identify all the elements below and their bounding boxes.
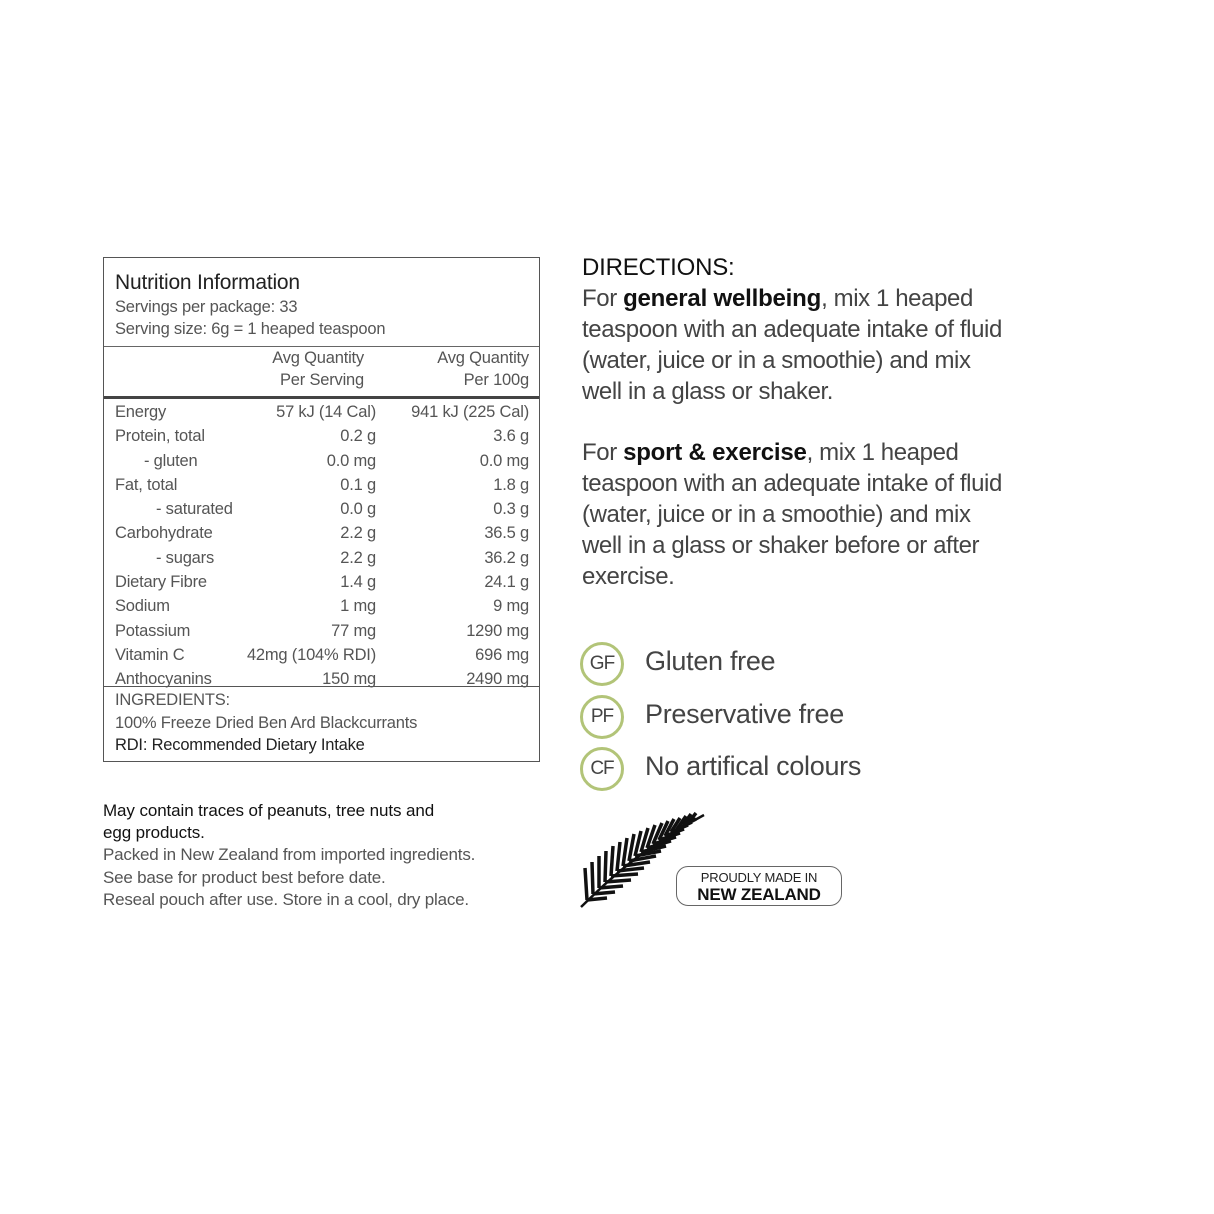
rdi-note: RDI: Recommended Dietary Intake: [115, 736, 365, 754]
column-header-line: Avg Quantity: [272, 349, 364, 367]
directions-text: , mix 1 heaped teaspoon with an adequate intake of fluid (water, juice or in a smoothie) and mix well in a glass or shaker.: [582, 285, 1002, 405]
allergen-warning: May contain traces of peanuts, tree nuts and: [103, 801, 435, 820]
table-row: [104, 400, 539, 424]
per-serving-value: 77 mg: [331, 621, 376, 640]
per-serving-value: 2.2 g: [340, 548, 376, 567]
table-row: [104, 594, 539, 618]
table-row: [104, 473, 539, 497]
nutrition-title: Nutrition Information: [115, 271, 300, 294]
per-100g-value: 9 mg: [493, 597, 529, 616]
nutrient-label: - saturated: [156, 500, 233, 519]
column-header-per-serving: [272, 348, 364, 391]
directions-section: [582, 253, 1012, 592]
per-100g-value: 3.6 g: [493, 427, 529, 446]
directions-sport: [582, 437, 1012, 592]
per-serving-value: 1 mg: [340, 597, 376, 616]
directions-general: [582, 283, 1012, 407]
preservative-free-icon: PF: [580, 695, 624, 739]
allergen-warning-cont: egg products.: [103, 823, 205, 842]
per-serving-value: 0.0 g: [340, 500, 376, 519]
per-serving-value: 0.0 mg: [326, 451, 376, 470]
per-100g-value: 1290 mg: [466, 621, 529, 640]
nutrient-label: Protein, total: [115, 427, 205, 446]
badge-label: No artifical colours: [645, 751, 862, 781]
storage-note: Reseal pouch after use. Store in a cool, dry place.: [103, 890, 469, 909]
nutrient-label: Potassium: [115, 621, 191, 640]
nutrient-label: Fat, total: [115, 475, 178, 494]
table-row: [104, 619, 539, 643]
directions-text: , mix 1 heaped teaspoon with an adequate intake of fluid (water, juice or in a smoothie) and mix well in a glass or shaker before or after exercise.: [582, 439, 1002, 590]
badge-label: Preservative free: [645, 699, 844, 729]
product-notes: [103, 800, 543, 912]
ingredients-section: [104, 686, 539, 757]
nutrient-label: Anthocyanins: [115, 670, 212, 689]
table-row: [104, 521, 539, 545]
made-in-line1: PROUDLY MADE IN: [700, 870, 818, 885]
per-serving-value: 0.1 g: [340, 475, 376, 494]
made-in-nz-badge: [676, 866, 842, 906]
per-100g-value: 0.3 g: [493, 500, 529, 519]
per-100g-value: 36.2 g: [484, 548, 529, 567]
per-serving-value: 2.2 g: [340, 524, 376, 543]
table-row: [104, 497, 539, 521]
table-row: [104, 643, 539, 667]
per-100g-value: 2490 mg: [466, 670, 529, 689]
directions-text: For: [582, 285, 624, 312]
made-in-line2: NEW ZEALAND: [697, 885, 821, 904]
column-header-per-100g: [437, 348, 529, 391]
table-row: [104, 546, 539, 570]
directions-emphasis: general wellbeing: [623, 285, 822, 312]
ingredients-text: 100% Freeze Dried Ben Ard Blackcurrants: [115, 713, 418, 732]
nutrient-label: - sugars: [156, 548, 215, 567]
per-serving-value: 42mg (104% RDI): [246, 645, 376, 664]
per-serving-value: 1.4 g: [340, 573, 376, 592]
colour-free-icon: CF: [580, 747, 624, 791]
nutrient-label: Dietary Fibre: [115, 573, 207, 592]
serving-size: Serving size: 6g = 1 heaped teaspoon: [115, 320, 386, 338]
table-row: [104, 570, 539, 594]
nutrition-header: [104, 258, 539, 347]
column-header-line: Per 100g: [463, 370, 529, 389]
nutrient-label: Energy: [115, 403, 167, 421]
per-100g-value: 36.5 g: [484, 524, 529, 543]
column-header-line: Per Serving: [279, 370, 364, 389]
table-row: [104, 424, 539, 448]
nutrient-label: Carbohydrate: [115, 524, 213, 543]
nutrition-panel: [103, 257, 540, 762]
per-100g-value: 0.0 mg: [479, 451, 529, 470]
packed-note: Packed in New Zealand from imported ingredients.: [103, 845, 476, 864]
per-100g-value: 696 mg: [475, 645, 529, 664]
best-before-note: See base for product best before date.: [103, 867, 386, 887]
nutrient-label: Vitamin C: [115, 645, 185, 664]
servings-per-package: Servings per package: 33: [115, 298, 298, 316]
ingredients-heading: INGREDIENTS:: [115, 691, 230, 709]
directions-emphasis: sport & exercise: [623, 439, 807, 466]
per-serving-value: 57 kJ (14 Cal): [276, 403, 376, 421]
nutrition-rows: [104, 399, 539, 692]
table-row: [104, 449, 539, 473]
per-100g-value: 1.8 g: [493, 475, 529, 494]
column-headers: [104, 347, 539, 399]
directions-text: For: [582, 439, 624, 466]
column-header-line: Avg Quantity: [437, 349, 529, 367]
directions-title: DIRECTIONS:: [582, 254, 735, 281]
per-100g-value: 941 kJ (225 Cal): [411, 403, 529, 421]
per-serving-value: 0.2 g: [340, 427, 376, 446]
per-100g-value: 24.1 g: [484, 573, 529, 592]
badge-label: Gluten free: [645, 646, 776, 676]
nutrient-label: - gluten: [144, 451, 198, 470]
per-serving-value: 150 mg: [322, 670, 376, 689]
nutrient-label: Sodium: [115, 597, 170, 616]
gluten-free-icon: GF: [580, 642, 624, 686]
